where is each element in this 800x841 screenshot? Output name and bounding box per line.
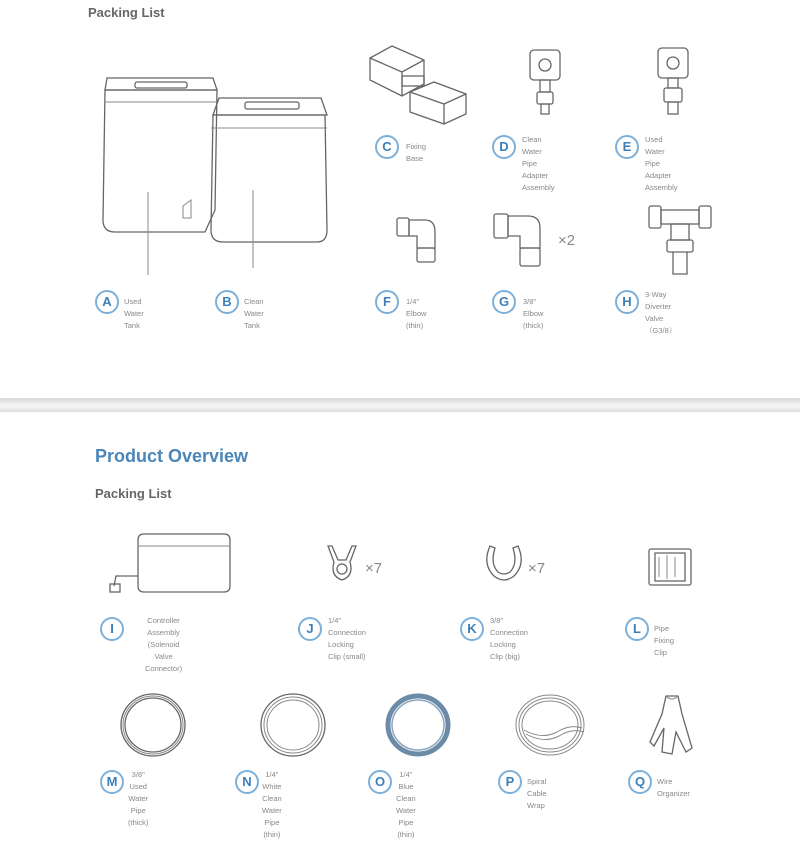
diverter-valve-icon (645, 200, 715, 280)
blue-clean-pipe-coil-icon (383, 690, 453, 760)
item-caption: Fixing Base (406, 142, 427, 163)
item-letter: P (498, 770, 522, 794)
used-water-pipe-coil-icon (118, 690, 188, 760)
quantity-label: ×2 (558, 232, 576, 249)
item-letter: A (95, 290, 119, 314)
item-letter: J (298, 617, 322, 641)
item-caption: 3-Way Diverter Valve（G3/8） (645, 290, 677, 335)
item-caption: Spiral Cable Wrap (527, 777, 547, 810)
item-letter: D (492, 135, 516, 159)
item-caption: 1/4" Connection Locking Clip (small) (328, 616, 366, 661)
elbow-thin-icon (395, 210, 445, 270)
item-letter: I (100, 617, 124, 641)
item-caption: Clean Water Pipe Adapter Assembly (522, 135, 555, 192)
controller-assembly-icon (108, 530, 238, 600)
used-pipe-adapter-icon (653, 45, 693, 120)
item-letter: H (615, 290, 639, 314)
water-tanks-illustration (95, 70, 335, 280)
item-caption: 3/8" Used Water Pipe (thick) (128, 770, 149, 827)
big-locking-clip-icon (480, 542, 530, 587)
packing-list-heading: Packing List (88, 5, 165, 20)
page-divider (0, 398, 800, 412)
item-caption: Wire Organizer (657, 777, 690, 798)
item-letter: G (492, 290, 516, 314)
item-letter: Q (628, 770, 652, 794)
packing-list-heading: Packing List (95, 486, 172, 501)
item-letter: E (615, 135, 639, 159)
item-caption: Used Water Pipe Adapter Assembly (645, 135, 678, 192)
item-caption: 1/4" Elbow (thin) (406, 297, 427, 330)
wire-organizer-icon (648, 692, 698, 762)
clean-pipe-adapter-icon (525, 45, 565, 120)
spiral-cable-wrap-icon (512, 690, 592, 760)
small-locking-clip-icon (322, 542, 362, 587)
elbow-thick-icon (492, 208, 552, 273)
item-caption: Pipe Fixing Clip (654, 624, 675, 657)
item-letter: O (368, 770, 392, 794)
item-caption: 1/4" Blue Clean Water Pipe (thin) (396, 770, 416, 839)
item-caption: 3/8" Elbow (thick) (523, 297, 544, 330)
item-caption: Clean Water Tank (244, 297, 264, 330)
item-caption: Used Water Tank (124, 297, 144, 330)
item-letter: M (100, 770, 124, 794)
quantity-label: ×7 (365, 560, 383, 577)
product-overview-panel (0, 412, 800, 839)
pipe-fixing-clip-icon (645, 545, 695, 590)
packing-list-panel-1 (0, 0, 800, 398)
item-letter: C (375, 135, 399, 159)
item-letter: F (375, 290, 399, 314)
fixing-base-icon (362, 40, 472, 115)
item-caption: 3/8" Connection Locking Clip (big) (490, 616, 528, 661)
white-clean-pipe-coil-icon (258, 690, 328, 760)
item-letter: N (235, 770, 259, 794)
product-overview-title: Product Overview (95, 446, 249, 466)
item-letter: K (460, 617, 484, 641)
item-caption: 1/4" White Clean Water Pipe (thin) (262, 770, 282, 839)
quantity-label: ×7 (528, 560, 546, 577)
item-letter: B (215, 290, 239, 314)
item-letter: L (625, 617, 649, 641)
item-caption: Controller Assembly (Solenoid Valve Connector) (145, 616, 183, 673)
